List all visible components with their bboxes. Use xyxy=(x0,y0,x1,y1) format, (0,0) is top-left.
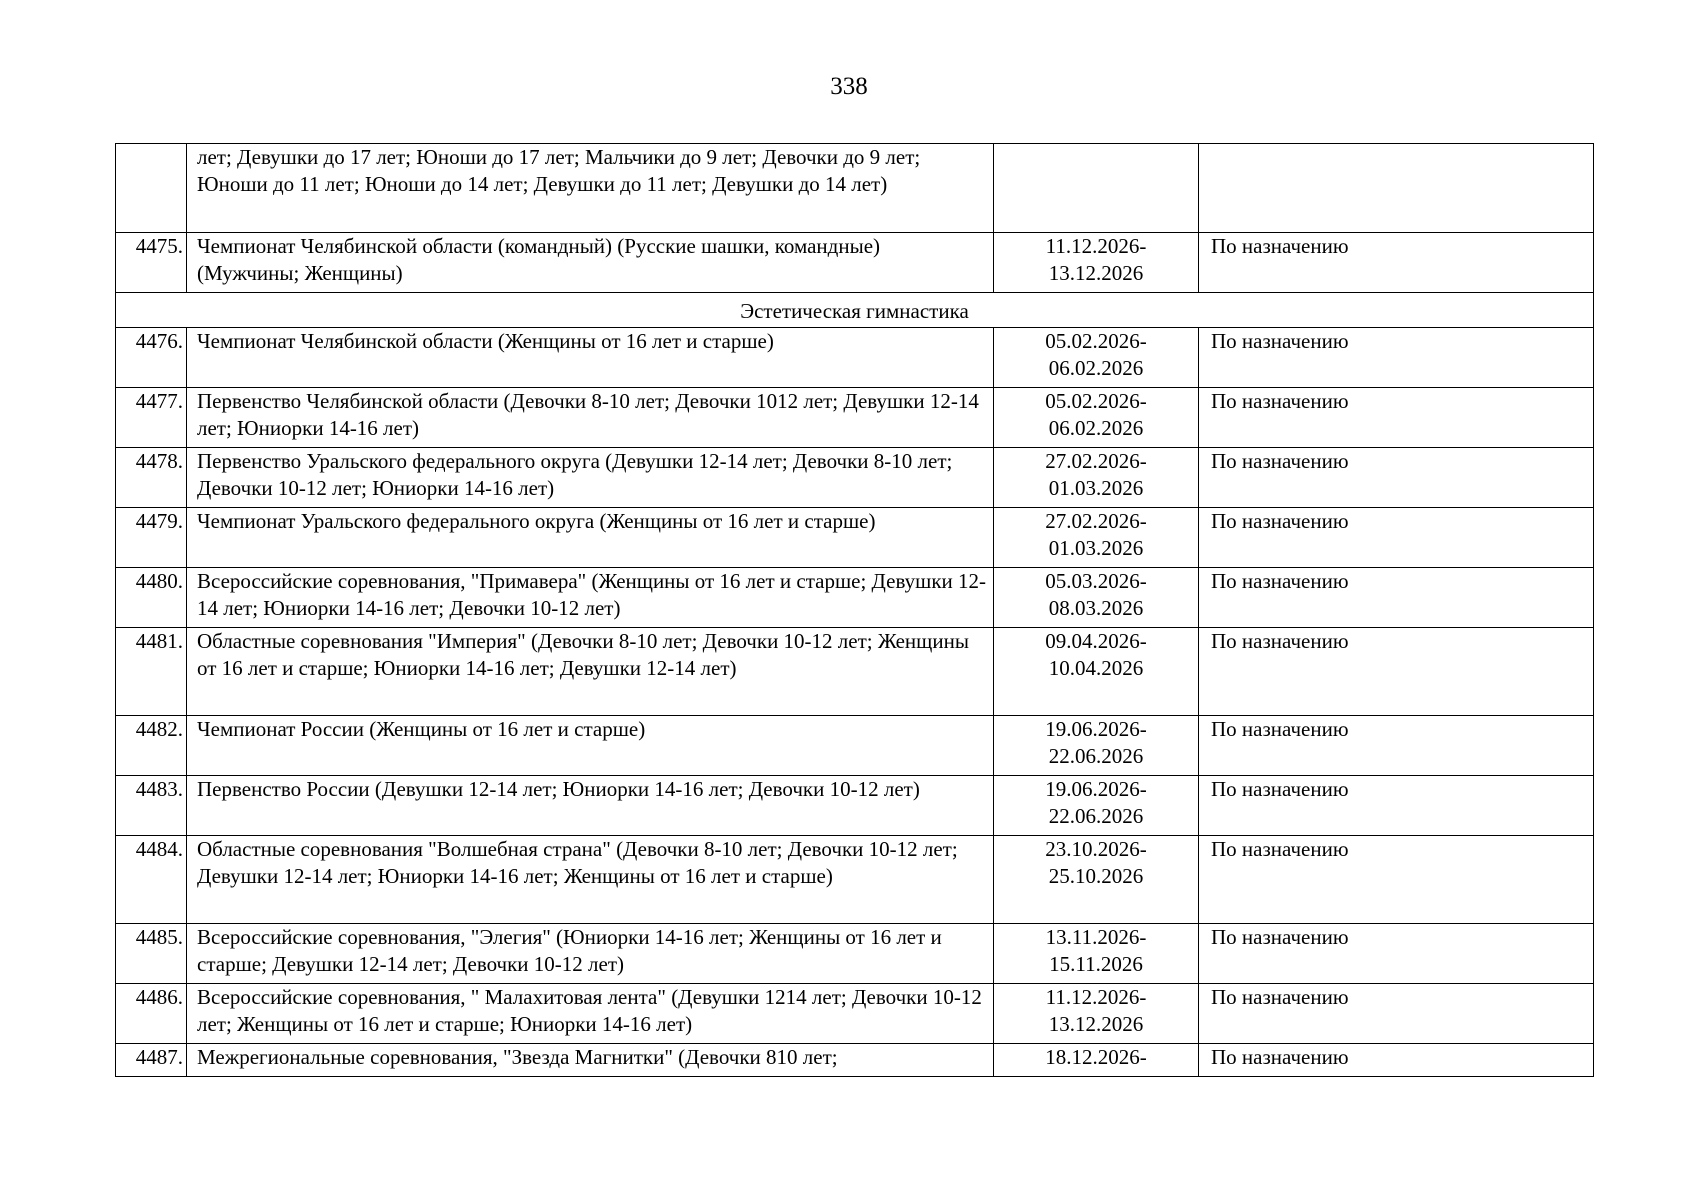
section-row xyxy=(116,293,1594,328)
table-row xyxy=(116,233,1594,293)
event-dates xyxy=(994,508,1199,568)
table-row xyxy=(116,984,1594,1044)
table-row xyxy=(116,448,1594,508)
event-dates xyxy=(994,628,1199,716)
event-dates xyxy=(994,924,1199,984)
events-table xyxy=(115,143,1594,1077)
event-place: По назначению xyxy=(1199,448,1594,508)
event-date-start: 11.12.2026- xyxy=(1045,985,1147,1009)
event-number: 4485. xyxy=(116,924,187,984)
event-date-start: 19.06.2026- xyxy=(1045,777,1147,801)
event-place: По назначению xyxy=(1199,508,1594,568)
section-rows xyxy=(116,328,1594,1077)
event-date-end: 06.02.2026 xyxy=(1048,356,1144,380)
event-name: Чемпионат России (Женщины от 16 лет и старше) xyxy=(187,716,994,776)
event-name: Всероссийские соревнования, "Элегия" (Юниорки 14-16 лет; Женщины от 16 лет и старше; Девушки 12-14 лет; Девочки 10-12 лет) xyxy=(187,924,994,984)
event-date-end: 01.03.2026 xyxy=(1048,536,1144,560)
event-date-start: 13.11.2026- xyxy=(1045,925,1147,949)
event-number: 4483. xyxy=(116,776,187,836)
event-number: 4475. xyxy=(116,233,187,293)
event-dates xyxy=(994,1044,1199,1077)
event-name: Первенство Уральского федерального округа (Девушки 12-14 лет; Девочки 8-10 лет; Девочки 10-12 лет; Юниорки 14-16 лет) xyxy=(187,448,994,508)
event-number: 4481. xyxy=(116,628,187,716)
event-dates xyxy=(994,144,1199,233)
event-name: Чемпионат Уральского федерального округа (Женщины от 16 лет и старше) xyxy=(187,508,994,568)
event-dates xyxy=(994,328,1199,388)
event-date-start: 05.02.2026- xyxy=(1045,329,1147,353)
event-number: 4484. xyxy=(116,836,187,924)
event-date-end: 13.12.2026 xyxy=(1048,261,1144,285)
event-number: 4478. xyxy=(116,448,187,508)
event-place: По назначению xyxy=(1199,568,1594,628)
table-row xyxy=(116,924,1594,984)
event-place: По назначению xyxy=(1199,716,1594,776)
event-number: 4486. xyxy=(116,984,187,1044)
event-dates xyxy=(994,568,1199,628)
event-dates xyxy=(994,776,1199,836)
event-date-end: 15.11.2026 xyxy=(1049,952,1143,976)
event-dates xyxy=(994,836,1199,924)
event-date-start: 05.02.2026- xyxy=(1045,389,1147,413)
event-date-end: 22.06.2026 xyxy=(1048,744,1144,768)
event-name: Чемпионат Челябинской области (Женщины от 16 лет и старше) xyxy=(187,328,994,388)
event-number: 4487. xyxy=(116,1044,187,1077)
event-name: Первенство Челябинской области (Девочки 8-10 лет; Девочки 1012 лет; Девушки 12-14 лет; Юниорки 14-16 лет) xyxy=(187,388,994,448)
event-place: По назначению xyxy=(1199,836,1594,924)
page-number: 338 xyxy=(830,73,868,100)
event-date-start: 18.12.2026- xyxy=(1045,1045,1147,1069)
event-date-start: 27.02.2026- xyxy=(1045,509,1147,533)
event-date-start: 19.06.2026- xyxy=(1045,717,1147,741)
event-name: Областные соревнования "Империя" (Девочки 8-10 лет; Девочки 10-12 лет; Женщины от 16 лет и старше; Юниорки 14-16 лет; Девушки 12-14 лет) xyxy=(187,628,994,716)
event-place: По назначению xyxy=(1199,388,1594,448)
event-dates xyxy=(994,716,1199,776)
event-date-end: 01.03.2026 xyxy=(1048,476,1144,500)
table-row xyxy=(116,716,1594,776)
event-number: 4480. xyxy=(116,568,187,628)
table-row xyxy=(116,568,1594,628)
event-dates xyxy=(994,448,1199,508)
event-date-end: 06.02.2026 xyxy=(1048,416,1144,440)
table-row xyxy=(116,144,1594,233)
event-number: 4482. xyxy=(116,716,187,776)
table-row xyxy=(116,628,1594,716)
table-row xyxy=(116,1044,1594,1077)
table-row xyxy=(116,776,1594,836)
event-name: лет; Девушки до 17 лет; Юноши до 17 лет; Мальчики до 9 лет; Девочки до 9 лет; Юноши до 11 лет; Юноши до 14 лет; Девушки до 11 лет; Девушки до 14 лет) xyxy=(187,144,994,233)
event-name: Всероссийские соревнования, "Примавера" (Женщины от 16 лет и старше; Девушки 12-14 лет; Юниорки 14-16 лет; Девочки 10-12 лет) xyxy=(187,568,994,628)
event-dates xyxy=(994,388,1199,448)
event-dates xyxy=(994,233,1199,293)
event-place: По назначению xyxy=(1199,984,1594,1044)
section-title: Эстетическая гимнастика xyxy=(116,293,1594,328)
event-number xyxy=(116,144,187,233)
event-place: По назначению xyxy=(1199,628,1594,716)
event-place: По назначению xyxy=(1199,776,1594,836)
event-number: 4479. xyxy=(116,508,187,568)
event-place xyxy=(1199,144,1594,233)
event-date-end: 25.10.2026 xyxy=(1048,864,1144,888)
table-row xyxy=(116,328,1594,388)
event-number: 4477. xyxy=(116,388,187,448)
event-place: По назначению xyxy=(1199,328,1594,388)
event-place: По назначению xyxy=(1199,924,1594,984)
event-date-end: 08.03.2026 xyxy=(1048,596,1144,620)
event-number: 4476. xyxy=(116,328,187,388)
event-name: Всероссийские соревнования, " Малахитовая лента" (Девушки 1214 лет; Девочки 10-12 лет; Женщины от 16 лет и старше; Юниорки 14-16 лет) xyxy=(187,984,994,1044)
event-place: По назначению xyxy=(1199,233,1594,293)
event-date-start: 09.04.2026- xyxy=(1045,629,1147,653)
table-row xyxy=(116,508,1594,568)
event-date-end: 13.12.2026 xyxy=(1048,1012,1144,1036)
event-date-start: 27.02.2026- xyxy=(1045,449,1147,473)
event-date-start: 23.10.2026- xyxy=(1045,837,1147,861)
event-name: Межрегиональные соревнования, "Звезда Магнитки" (Девочки 810 лет; xyxy=(187,1044,994,1077)
event-dates xyxy=(994,984,1199,1044)
table-row xyxy=(116,388,1594,448)
event-date-start: 11.12.2026- xyxy=(1045,234,1147,258)
event-date-start: 05.03.2026- xyxy=(1045,569,1147,593)
event-name: Областные соревнования "Волшебная страна" (Девочки 8-10 лет; Девочки 10-12 лет; Девушки 12-14 лет; Юниорки 14-16 лет; Женщины от 16 лет и старше) xyxy=(187,836,994,924)
event-date-end: 10.04.2026 xyxy=(1048,656,1144,680)
event-name: Первенство России (Девушки 12-14 лет; Юниорки 14-16 лет; Девочки 10-12 лет) xyxy=(187,776,994,836)
event-name: Чемпионат Челябинской области (командный) (Русские шашки, командные) (Мужчины; Женщины) xyxy=(187,233,994,293)
event-date-end: 22.06.2026 xyxy=(1048,804,1144,828)
table-row xyxy=(116,836,1594,924)
event-place: По назначению xyxy=(1199,1044,1594,1077)
